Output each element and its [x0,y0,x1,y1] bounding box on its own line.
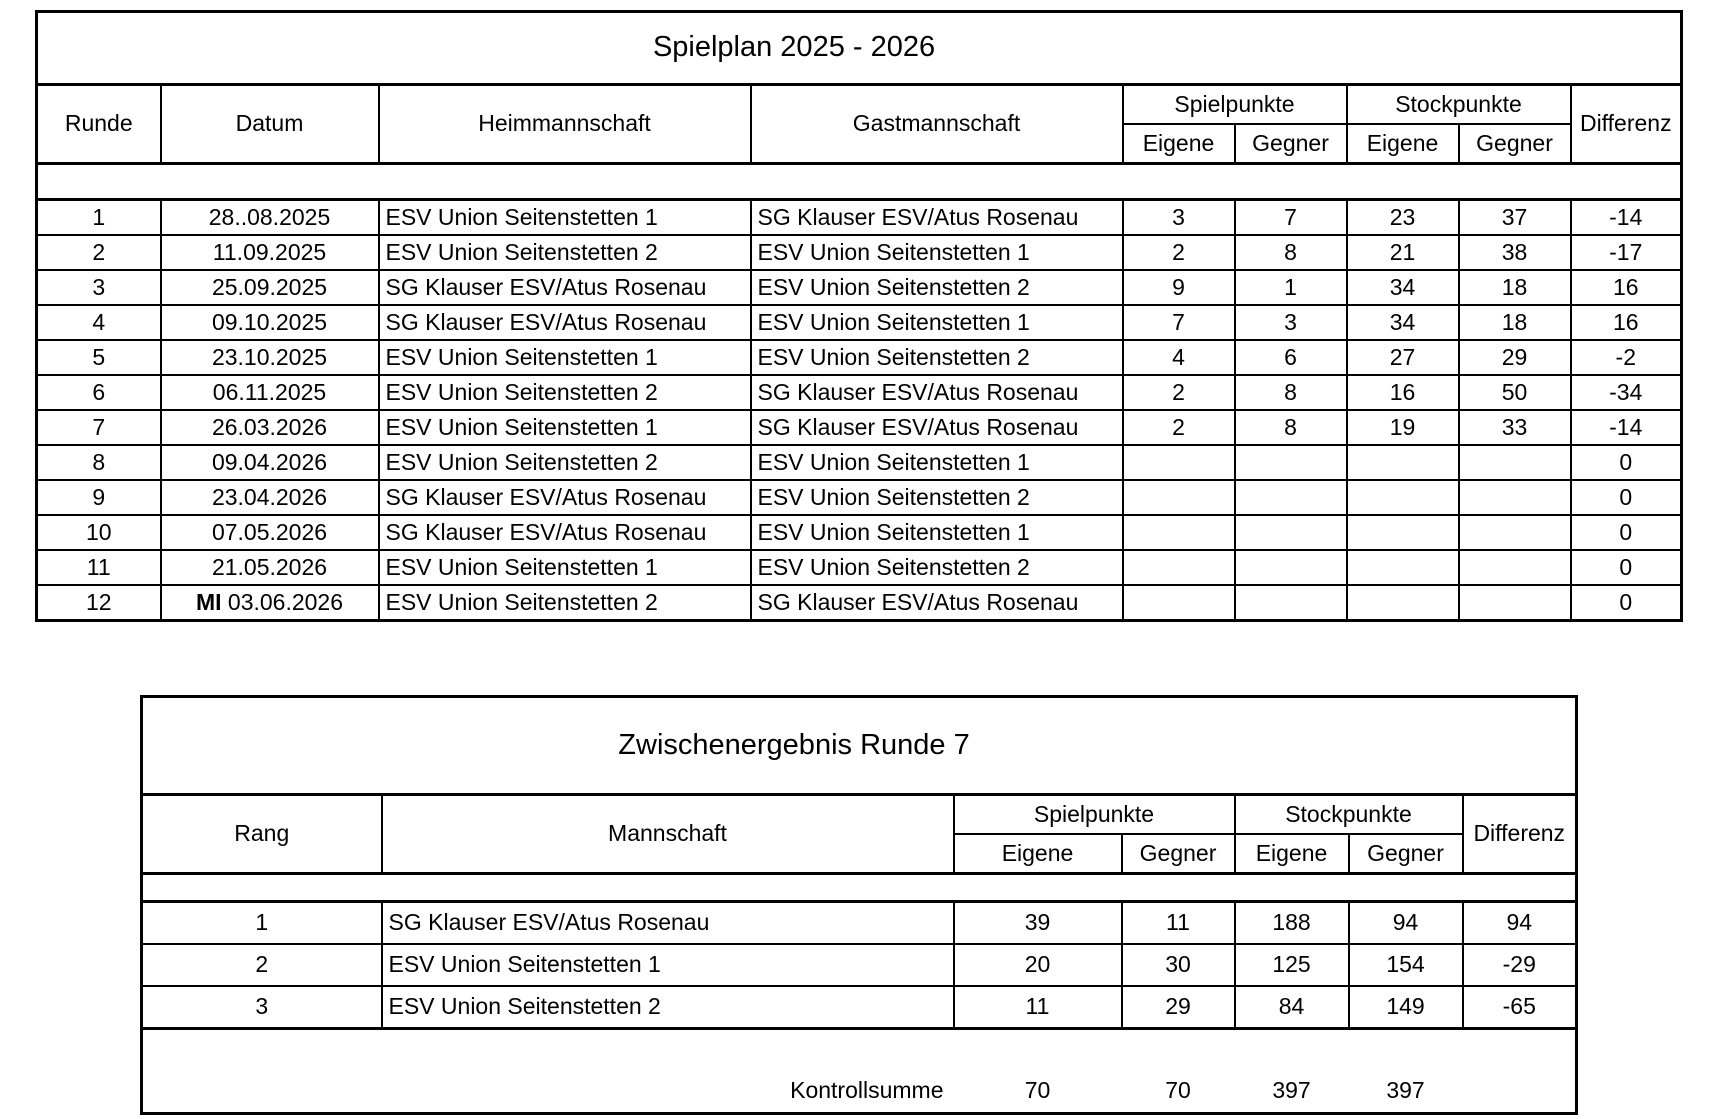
datum-cell [161,235,379,270]
differenz-cell: 16 [1571,305,1682,340]
st-eigene-cell: 21 [1347,235,1459,270]
heim-cell: ESV Union Seitenstetten 2 [379,445,751,480]
sp-eigene-cell: 2 [1123,410,1235,445]
heim-cell: ESV Union Seitenstetten 1 [379,410,751,445]
differenz-cell: -2 [1571,340,1682,375]
sp-gegner-cell: 8 [1235,235,1347,270]
datum-text: 25.09.2025 [211,273,328,300]
gast-cell: SG Klauser ESV/Atus Rosenau [751,200,1123,236]
blank-cell [142,1029,1577,1071]
header-st-eigene: Eigene [1347,124,1459,164]
header-spielpunkte: Spielpunkte [1123,85,1347,125]
mannschaft-cell: SG Klauser ESV/Atus Rosenau [382,902,954,945]
runde-cell: 4 [37,305,161,340]
header-stockpunkte: Stockpunkte [1347,85,1571,125]
sp-gegner-cell [1235,480,1347,515]
datum-cell [161,585,379,621]
zwischenergebnis-table [140,695,1578,1115]
heim-cell: ESV Union Seitenstetten 1 [379,340,751,375]
st-eigene-cell: 23 [1347,200,1459,236]
sp-gegner-cell: 3 [1235,305,1347,340]
datum-text: 21.05.2026 [211,553,328,580]
st-eigene-cell: 27 [1347,340,1459,375]
st-gegner-cell: 50 [1459,375,1571,410]
sp-eigene-cell: 20 [954,944,1122,986]
header-differenz: Differenz [1571,85,1682,164]
st-gegner-cell [1459,585,1571,621]
datum-text: 23.04.2026 [211,483,328,510]
kontrollsumme-st-eigene: 397 [1272,1077,1311,1104]
spielplan-row [37,585,1682,621]
spielplan-row [37,550,1682,585]
gast-cell: ESV Union Seitenstetten 2 [751,480,1123,515]
sp-gegner-cell: 8 [1235,375,1347,410]
spielplan-table [35,10,1683,622]
header-datum: Datum [161,85,379,164]
rang-cell: 1 [142,902,382,945]
runde-cell: 11 [37,550,161,585]
kontrollsumme-differenz [1463,1070,1577,1114]
differenz-cell: 0 [1571,480,1682,515]
spielplan-blank-row [37,164,1682,200]
heim-cell: SG Klauser ESV/Atus Rosenau [379,515,751,550]
spielplan-title-row [37,12,1682,85]
heim-cell: ESV Union Seitenstetten 1 [379,550,751,585]
differenz-cell: -29 [1463,944,1577,986]
datum-cell [161,480,379,515]
runde-cell: 3 [37,270,161,305]
st-gegner-cell [1459,445,1571,480]
spielplan-header-row-1 [37,85,1682,125]
kontrollsumme-sp-gegner: 70 [1165,1077,1191,1104]
st-gegner-cell: 154 [1349,944,1463,986]
sp-gegner-cell [1235,585,1347,621]
header-sp-eigene: Eigene [1123,124,1235,164]
st-eigene-cell: 34 [1347,270,1459,305]
sp-eigene-cell [1123,445,1235,480]
sp-eigene-cell: 9 [1123,270,1235,305]
datum-text: 09.04.2026 [211,448,328,475]
runde-cell: 8 [37,445,161,480]
st-gegner-cell [1459,550,1571,585]
heim-cell: ESV Union Seitenstetten 2 [379,235,751,270]
header-st-gegner: Gegner [1459,124,1571,164]
st-eigene-cell [1347,550,1459,585]
st-eigene-cell: 19 [1347,410,1459,445]
sp-gegner-cell: 1 [1235,270,1347,305]
gast-cell: SG Klauser ESV/Atus Rosenau [751,585,1123,621]
zwischenergebnis-footer-row [142,1070,1577,1114]
gast-cell: ESV Union Seitenstetten 2 [751,340,1123,375]
header-stockpunkte: Stockpunkte [1235,795,1463,835]
blank-cell [142,874,1577,902]
runde-cell: 10 [37,515,161,550]
st-gegner-cell: 149 [1349,986,1463,1029]
header-spielpunkte: Spielpunkte [954,795,1235,835]
st-gegner-cell: 37 [1459,200,1571,236]
heim-cell: ESV Union Seitenstetten 2 [379,375,751,410]
st-gegner-cell [1459,515,1571,550]
differenz-cell: -34 [1571,375,1682,410]
sp-eigene-cell [1123,515,1235,550]
zwischenergebnis-footer-gap [142,1029,1577,1071]
sp-eigene-cell: 3 [1123,200,1235,236]
gast-cell: ESV Union Seitenstetten 2 [751,270,1123,305]
differenz-cell: 0 [1571,585,1682,621]
differenz-cell: -65 [1463,986,1577,1029]
header-runde: Runde [37,85,161,164]
datum-cell [161,445,379,480]
header-st-gegner: Gegner [1349,834,1463,874]
differenz-cell: 0 [1571,550,1682,585]
runde-cell: 5 [37,340,161,375]
st-eigene-cell: 34 [1347,305,1459,340]
differenz-cell: 0 [1571,515,1682,550]
spielplan-row [37,375,1682,410]
spielplan-row [37,235,1682,270]
datum-text: 09.10.2025 [211,308,328,335]
sp-eigene-cell: 11 [954,986,1122,1029]
heim-cell: ESV Union Seitenstetten 1 [379,200,751,236]
header-mannschaft: Mannschaft [382,795,954,874]
datum-cell [161,305,379,340]
st-gegner-cell [1459,480,1571,515]
sp-gegner-cell: 30 [1122,944,1235,986]
runde-cell: 7 [37,410,161,445]
st-gegner-cell: 18 [1459,270,1571,305]
heim-cell: SG Klauser ESV/Atus Rosenau [379,480,751,515]
header-st-eigene: Eigene [1235,834,1349,874]
gast-cell: SG Klauser ESV/Atus Rosenau [751,375,1123,410]
spielplan-row [37,515,1682,550]
datum-cell [161,270,379,305]
kontrollsumme-st-gegner: 397 [1386,1077,1425,1104]
runde-cell: 12 [37,585,161,621]
differenz-cell: -17 [1571,235,1682,270]
sp-eigene-cell: 39 [954,902,1122,945]
spielplan-row [37,305,1682,340]
differenz-cell: -14 [1571,410,1682,445]
rang-cell: 3 [142,986,382,1029]
st-gegner-cell: 18 [1459,305,1571,340]
rang-cell: 2 [142,944,382,986]
header-sp-gegner: Gegner [1235,124,1347,164]
datum-cell [161,410,379,445]
sp-eigene-cell: 7 [1123,305,1235,340]
sp-gegner-cell: 29 [1122,986,1235,1029]
blank-cell [37,164,1682,200]
datum-prefix: MI [195,588,222,615]
kontrollsumme-label: Kontrollsumme [790,1077,944,1104]
sp-gegner-cell [1235,515,1347,550]
st-eigene-cell: 84 [1235,986,1349,1029]
gast-cell: ESV Union Seitenstetten 1 [751,515,1123,550]
zwischenergebnis-row [142,902,1577,945]
sp-eigene-cell: 4 [1123,340,1235,375]
spielplan-row [37,445,1682,480]
sp-eigene-cell [1123,585,1235,621]
gast-cell: ESV Union Seitenstetten 2 [751,550,1123,585]
spielplan-row [37,480,1682,515]
sp-gegner-cell [1235,550,1347,585]
differenz-cell: 16 [1571,270,1682,305]
st-eigene-cell [1347,480,1459,515]
datum-cell [161,375,379,410]
gast-cell: ESV Union Seitenstetten 1 [751,305,1123,340]
runde-cell: 1 [37,200,161,236]
datum-text: 06.11.2025 [212,378,327,405]
st-eigene-cell [1347,585,1459,621]
header-sp-eigene: Eigene [954,834,1122,874]
heim-cell: ESV Union Seitenstetten 2 [379,585,751,621]
datum-cell [161,550,379,585]
datum-text: 23.10.2025 [211,343,328,370]
st-eigene-cell: 125 [1235,944,1349,986]
runde-cell: 2 [37,235,161,270]
st-eigene-cell: 188 [1235,902,1349,945]
zwischenergebnis-title: Zwischenergebnis Runde 7 [142,697,1577,795]
mannschaft-cell: ESV Union Seitenstetten 2 [382,986,954,1029]
st-gegner-cell: 94 [1349,902,1463,945]
sp-eigene-cell [1123,480,1235,515]
header-rang: Rang [142,795,382,874]
datum-text: 28..08.2025 [208,203,331,230]
spielplan-row [37,340,1682,375]
mannschaft-cell: ESV Union Seitenstetten 1 [382,944,954,986]
st-eigene-cell: 16 [1347,375,1459,410]
sp-eigene-cell [1123,550,1235,585]
zwischenergebnis-row [142,944,1577,986]
zwischenergebnis-row [142,986,1577,1029]
st-eigene-cell [1347,515,1459,550]
spielplan-row [37,270,1682,305]
header-differenz: Differenz [1463,795,1577,874]
header-gastmannschaft: Gastmannschaft [751,85,1123,164]
sp-gegner-cell: 6 [1235,340,1347,375]
zwischenergebnis-title-row [142,697,1577,795]
st-gegner-cell: 33 [1459,410,1571,445]
heim-cell: SG Klauser ESV/Atus Rosenau [379,270,751,305]
differenz-cell: 94 [1463,902,1577,945]
datum-cell [161,515,379,550]
spielplan-title: Spielplan 2025 - 2026 [37,12,1682,85]
st-eigene-cell [1347,445,1459,480]
differenz-cell: 0 [1571,445,1682,480]
datum-text: 26.03.2026 [211,413,328,440]
sp-gegner-cell [1235,445,1347,480]
gast-cell: ESV Union Seitenstetten 1 [751,445,1123,480]
datum-cell [161,200,379,236]
st-gegner-cell: 29 [1459,340,1571,375]
spielplan-row [37,200,1682,236]
zwischenergebnis-header-row-1 [142,795,1577,835]
zwischenergebnis-blank-row [142,874,1577,902]
header-sp-gegner: Gegner [1122,834,1235,874]
sp-eigene-cell: 2 [1123,235,1235,270]
heim-cell: SG Klauser ESV/Atus Rosenau [379,305,751,340]
kontrollsumme-sp-eigene: 70 [1024,1077,1051,1104]
datum-text: 11.09.2025 [212,238,327,265]
spielplan-row [37,410,1682,445]
datum-cell [161,340,379,375]
sp-gegner-cell: 7 [1235,200,1347,236]
datum-text: 03.06.2026 [227,588,344,615]
sp-eigene-cell: 2 [1123,375,1235,410]
differenz-cell: -14 [1571,200,1682,236]
sp-gegner-cell: 8 [1235,410,1347,445]
datum-text: 07.05.2026 [211,518,328,545]
sp-gegner-cell: 11 [1122,902,1235,945]
header-heimmannschaft: Heimmannschaft [379,85,751,164]
gast-cell: ESV Union Seitenstetten 1 [751,235,1123,270]
runde-cell: 6 [37,375,161,410]
runde-cell: 9 [37,480,161,515]
gast-cell: SG Klauser ESV/Atus Rosenau [751,410,1123,445]
st-gegner-cell: 38 [1459,235,1571,270]
